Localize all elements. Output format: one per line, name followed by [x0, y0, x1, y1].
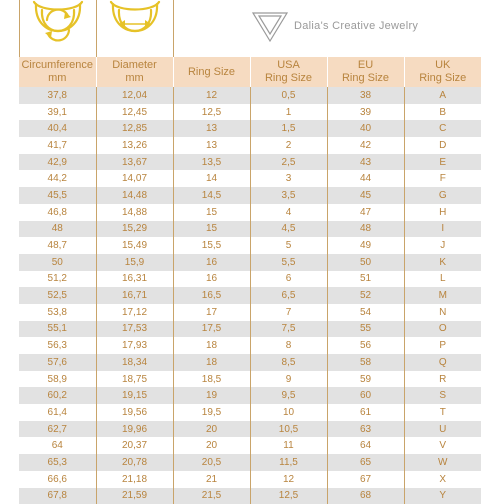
table-cell: 37,8 [19, 87, 96, 104]
table-cell: 13,5 [173, 154, 250, 171]
table-row [19, 488, 481, 504]
table-cell: 40,4 [19, 120, 96, 137]
table-cell: 39 [327, 104, 404, 121]
table-cell: 19,5 [173, 404, 250, 421]
table-cell: 19,96 [96, 421, 173, 438]
table-row [19, 404, 481, 421]
table-cell: P [404, 337, 481, 354]
table-cell: 16 [173, 254, 250, 271]
table-cell: 13,26 [96, 137, 173, 154]
table-row [19, 170, 481, 187]
table-cell: 9,5 [250, 387, 327, 404]
table-cell: 65,3 [19, 454, 96, 471]
table-cell: 67 [327, 471, 404, 488]
table-cell: 20,37 [96, 437, 173, 454]
table-cell: 54 [327, 304, 404, 321]
table-row [19, 454, 481, 471]
table-cell: 10 [250, 404, 327, 421]
table-cell: 6 [250, 271, 327, 288]
table-cell: 43 [327, 154, 404, 171]
table-cell: 18 [173, 337, 250, 354]
table-row [19, 137, 481, 154]
table-cell: 18,34 [96, 354, 173, 371]
table-row [19, 154, 481, 171]
table-cell: 12 [173, 87, 250, 104]
table-cell: 10,5 [250, 421, 327, 438]
table-cell: 56,3 [19, 337, 96, 354]
table-cell: 42 [327, 137, 404, 154]
table-cell: 12,45 [96, 104, 173, 121]
table-cell: J [404, 237, 481, 254]
table-row [19, 237, 481, 254]
table-cell: 60 [327, 387, 404, 404]
table-cell: 15,49 [96, 237, 173, 254]
table-cell: 18,75 [96, 371, 173, 388]
table-cell: 68 [327, 488, 404, 504]
table-row [19, 204, 481, 221]
table-cell: 13 [173, 120, 250, 137]
table-cell: 15 [173, 221, 250, 238]
table-cell: 5 [250, 237, 327, 254]
table-cell: 38 [327, 87, 404, 104]
table-cell: 44 [327, 170, 404, 187]
table-row [19, 104, 481, 121]
table-cell: 19 [173, 387, 250, 404]
brand-name: Dalia's Creative Jewelry [294, 20, 418, 32]
table-cell: 5,5 [250, 254, 327, 271]
table-cell: K [404, 254, 481, 271]
table-cell: 7 [250, 304, 327, 321]
table-cell: 42,9 [19, 154, 96, 171]
table-cell: D [404, 137, 481, 154]
table-cell: 52 [327, 287, 404, 304]
table-cell: H [404, 204, 481, 221]
table-row [19, 421, 481, 438]
table-cell: 67,8 [19, 488, 96, 504]
table-cell: 20,5 [173, 454, 250, 471]
table-cell: B [404, 104, 481, 121]
table-row [19, 471, 481, 488]
column-header-circumference: Circumference mm [19, 57, 96, 87]
table-cell: 18,5 [173, 371, 250, 388]
table-cell: 17,5 [173, 321, 250, 338]
table-cell: I [404, 221, 481, 238]
column-header-usa: USA Ring Size [250, 57, 327, 87]
table-cell: O [404, 321, 481, 338]
table-cell: 15,9 [96, 254, 173, 271]
table-cell: 48 [19, 221, 96, 238]
table-cell: 1 [250, 104, 327, 121]
header-divider [173, 0, 174, 57]
table-cell: X [404, 471, 481, 488]
table-cell: 48 [327, 221, 404, 238]
table-cell: M [404, 287, 481, 304]
table-row [19, 387, 481, 404]
table-cell: 14 [173, 170, 250, 187]
table-cell: A [404, 87, 481, 104]
column-header-uk: UK Ring Size [404, 57, 481, 87]
table-cell: U [404, 421, 481, 438]
table-cell: S [404, 387, 481, 404]
header-divider [19, 0, 20, 57]
table-cell: 8,5 [250, 354, 327, 371]
table-cell: 16,71 [96, 287, 173, 304]
table-cell: 15,29 [96, 221, 173, 238]
table-cell: 13 [173, 137, 250, 154]
table-row [19, 304, 481, 321]
table-cell: 4,5 [250, 221, 327, 238]
table-cell: 50 [19, 254, 96, 271]
table-cell: 59 [327, 371, 404, 388]
table-cell: 55 [327, 321, 404, 338]
table-cell: 11 [250, 437, 327, 454]
table-cell: 58,9 [19, 371, 96, 388]
table-cell: 14,5 [173, 187, 250, 204]
table-cell: 9 [250, 371, 327, 388]
table-cell: 19,15 [96, 387, 173, 404]
table-cell: 64 [19, 437, 96, 454]
ring-diameter-icon [107, 0, 163, 54]
column-header-diameter: Diameter mm [96, 57, 173, 87]
table-cell: T [404, 404, 481, 421]
table-cell: G [404, 187, 481, 204]
column-header-eu: EU Ring Size [327, 57, 404, 87]
table-cell: 19,56 [96, 404, 173, 421]
table-cell: 2 [250, 137, 327, 154]
table-cell: 8 [250, 337, 327, 354]
header [0, 0, 500, 57]
table-cell: 63 [327, 421, 404, 438]
table-cell: 13,67 [96, 154, 173, 171]
table-cell: 2,5 [250, 154, 327, 171]
table-cell: 20,78 [96, 454, 173, 471]
table-row [19, 221, 481, 238]
header-divider [96, 0, 97, 57]
table-cell: 17,12 [96, 304, 173, 321]
table-cell: R [404, 371, 481, 388]
table-cell: 50 [327, 254, 404, 271]
table-cell: E [404, 154, 481, 171]
table-row [19, 287, 481, 304]
table-row [19, 254, 481, 271]
table-row [19, 354, 481, 371]
table-cell: 62,7 [19, 421, 96, 438]
table-cell: 15 [173, 204, 250, 221]
table-cell: 45 [327, 187, 404, 204]
table-cell: 21,59 [96, 488, 173, 504]
ring-size-table [19, 57, 481, 504]
table-row [19, 337, 481, 354]
table-cell: 21,18 [96, 471, 173, 488]
table-cell: 15,5 [173, 237, 250, 254]
table-row [19, 87, 481, 104]
table-cell: 12,5 [250, 488, 327, 504]
table-row [19, 187, 481, 204]
table-cell: 53,8 [19, 304, 96, 321]
table-row [19, 271, 481, 288]
table-cell: 16 [173, 271, 250, 288]
table-cell: 21,5 [173, 488, 250, 504]
table-row [19, 321, 481, 338]
table-cell: 14,48 [96, 187, 173, 204]
table-cell: 21 [173, 471, 250, 488]
table-cell: 40 [327, 120, 404, 137]
table-cell: 39,1 [19, 104, 96, 121]
table-cell: 18 [173, 354, 250, 371]
table-cell: Y [404, 488, 481, 504]
table-cell: 17,53 [96, 321, 173, 338]
table-cell: 61 [327, 404, 404, 421]
table-cell: 3 [250, 170, 327, 187]
table-cell: F [404, 170, 481, 187]
table-cell: 55,1 [19, 321, 96, 338]
table-row [19, 437, 481, 454]
table-cell: 44,2 [19, 170, 96, 187]
table-cell: 48,7 [19, 237, 96, 254]
table-cell: 61,4 [19, 404, 96, 421]
table-cell: 41,7 [19, 137, 96, 154]
table-cell: 17,93 [96, 337, 173, 354]
table-cell: 0,5 [250, 87, 327, 104]
table-cell: 57,6 [19, 354, 96, 371]
table-cell: 11,5 [250, 454, 327, 471]
table-cell: Q [404, 354, 481, 371]
table-cell: N [404, 304, 481, 321]
table-cell: 65 [327, 454, 404, 471]
table-row [19, 120, 481, 137]
table-row [19, 371, 481, 388]
table-cell: 4 [250, 204, 327, 221]
table-cell: 56 [327, 337, 404, 354]
table-cell: 12,04 [96, 87, 173, 104]
table-cell: 51 [327, 271, 404, 288]
table-cell: 49 [327, 237, 404, 254]
table-cell: 3,5 [250, 187, 327, 204]
table-cell: 7,5 [250, 321, 327, 338]
ring-circumference-icon [30, 0, 86, 54]
table-cell: 66,6 [19, 471, 96, 488]
table-cell: 52,5 [19, 287, 96, 304]
table-header-row [19, 57, 481, 87]
table-cell: 47 [327, 204, 404, 221]
table-cell: 16,31 [96, 271, 173, 288]
table-cell: 17 [173, 304, 250, 321]
table-cell: 12 [250, 471, 327, 488]
table-cell: 64 [327, 437, 404, 454]
table-cell: 51,2 [19, 271, 96, 288]
table-cell: V [404, 437, 481, 454]
table-cell: 20 [173, 421, 250, 438]
table-cell: 20 [173, 437, 250, 454]
table-cell: C [404, 120, 481, 137]
brand-logo-icon [250, 10, 290, 44]
table-cell: 46,8 [19, 204, 96, 221]
table-cell: W [404, 454, 481, 471]
table-cell: 14,88 [96, 204, 173, 221]
table-cell: 6,5 [250, 287, 327, 304]
table-cell: 1,5 [250, 120, 327, 137]
column-header-ring-size: Ring Size [173, 57, 250, 87]
table-cell: 58 [327, 354, 404, 371]
table-cell: 16,5 [173, 287, 250, 304]
table-cell: 60,2 [19, 387, 96, 404]
table-cell: 14,07 [96, 170, 173, 187]
table-cell: 45,5 [19, 187, 96, 204]
table-cell: 12,5 [173, 104, 250, 121]
table-cell: L [404, 271, 481, 288]
table-cell: 12,85 [96, 120, 173, 137]
